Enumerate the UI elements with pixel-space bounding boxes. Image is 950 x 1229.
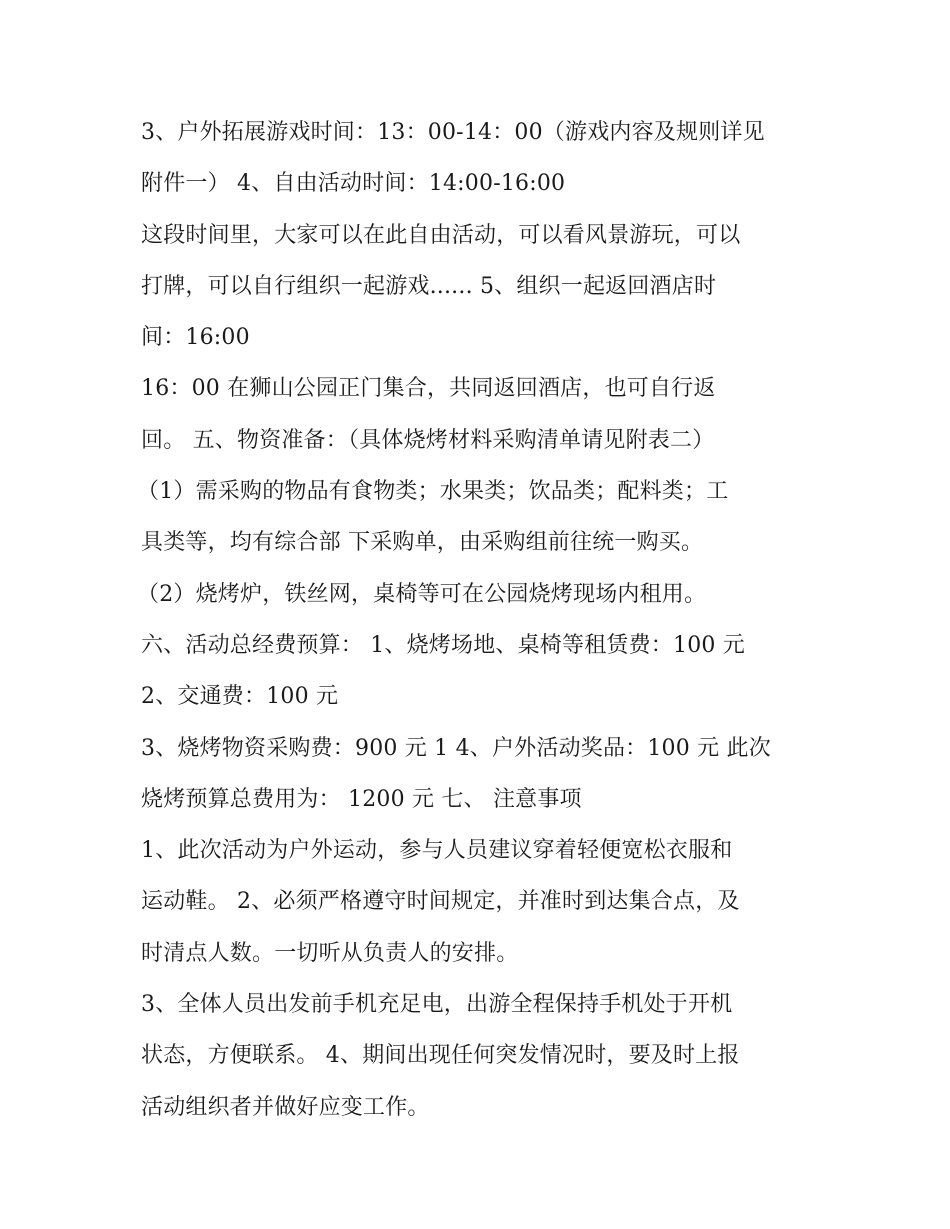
document-body: [137, 107, 841, 1133]
text-line: 活动组织者并做好应变工作。: [141, 1094, 430, 1120]
text-line: 回。 五、物资准备：（具体烧烤材料采购清单请见附表二）: [141, 427, 715, 453]
text-line: 附件一） 4、自由活动时间：14:00-16:00: [141, 171, 566, 197]
text-line: 打牌，可以自行组织一起游戏...... 5、组织一起返回酒店时: [141, 273, 717, 299]
text-line: 1、此次活动为户外运动，参与人员建议穿着轻便宽松衣服和: [141, 838, 733, 864]
text-line: （2）烧烤炉，铁丝网，桌椅等可在公园烧烤现场内租用。: [137, 581, 707, 607]
text-line: 运动鞋。 2、必须严格遵守时间规定，并准时到达集合点，及: [141, 889, 740, 915]
text-line: 六、活动总经费预算： 1、烧烤场地、桌椅等租赁费：100 元: [141, 632, 745, 658]
text-line: 3、烧烤物资采购费：900 元 1 4、户外活动奖品：100 元 此次: [141, 735, 771, 761]
text-line: 状态，方便联系。 4、期间出现任何突发情况时，要及时上报: [141, 1043, 740, 1069]
text-line: 16：00 在狮山公园正门集合，共同返回酒店，也可自行返: [141, 376, 716, 402]
text-line: 2、交通费：100 元: [141, 684, 339, 710]
text-line: 烧烤预算总费用为： 1200 元 七、 注意事项: [141, 786, 582, 812]
text-line: 3、全体人员出发前手机充足电，出游全程保持手机处于开机: [141, 992, 733, 1018]
text-line: 时清点人数。一切听从负责人的安排。: [141, 940, 519, 966]
text-line: （1）需采购的物品有食物类；水果类；饮品类；配料类；工: [137, 479, 729, 505]
text-line: 具类等，均有综合部 下采购单，由采购组前往统一购买。: [141, 530, 704, 556]
text-line: 间：16:00: [141, 325, 250, 351]
text-line: 3、户外拓展游戏时间：13：00-14：00（游戏内容及规则详见: [141, 120, 765, 145]
text-line: 这段时间里，大家可以在此自由活动，可以看风景游玩，可以: [141, 222, 741, 248]
